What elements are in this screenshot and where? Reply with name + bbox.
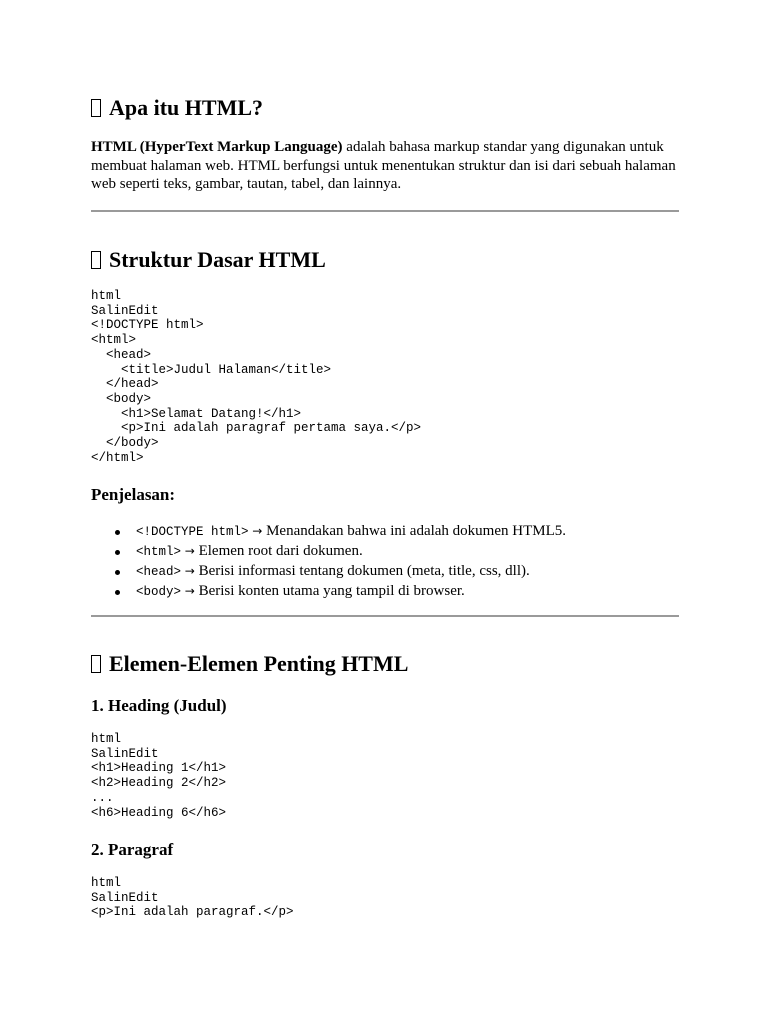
list-item-text: Berisi informasi tentang dokumen (meta, title, css, dll). bbox=[194, 563, 530, 579]
list-item bbox=[91, 542, 566, 562]
arrow-icon: → bbox=[184, 564, 195, 578]
list-item bbox=[91, 522, 566, 542]
list-item bbox=[91, 562, 566, 582]
section-heading-elemen-penting bbox=[91, 651, 408, 677]
arrow-icon: → bbox=[184, 584, 195, 598]
inline-code: <html> bbox=[136, 545, 182, 559]
section-title: Elemen-Elemen Penting HTML bbox=[109, 651, 409, 676]
arrow-icon: → bbox=[184, 544, 195, 558]
inline-code: <!DOCTYPE html> bbox=[136, 525, 249, 539]
list-item bbox=[91, 582, 566, 602]
intro-text: adalah bahasa markup standar yang digunakan untuk membuat halaman web. HTML berfungsi untuk menentukan struktur dan isi dari sebuah halaman web seperti teks, gambar, tautan, tabel, dan lainnya. bbox=[91, 139, 676, 192]
intro-paragraph bbox=[91, 138, 679, 194]
list-item-text: Elemen root dari dokumen. bbox=[194, 543, 363, 559]
section-heading-struktur-dasar bbox=[91, 247, 326, 273]
section-heading-apa-itu-html bbox=[91, 95, 263, 121]
list-item-text: Menandakan bahwa ini adalah dokumen HTML5. bbox=[262, 523, 567, 539]
list-item-text: Berisi konten utama yang tampil di browser. bbox=[194, 583, 465, 599]
code-block-paragraf: html SalinEdit <p>Ini adalah paragraf.</p> bbox=[91, 876, 294, 920]
missing-glyph-box-icon bbox=[91, 655, 101, 673]
subsection-heading: 1. Heading (Judul) bbox=[91, 696, 227, 715]
intro-bold-term: HTML (HyperText Markup Language) bbox=[91, 139, 343, 155]
subsection-heading: 2. Paragraf bbox=[91, 840, 174, 859]
section-title: Apa itu HTML? bbox=[109, 95, 264, 120]
horizontal-rule bbox=[91, 210, 679, 212]
inline-code: <head> bbox=[136, 565, 182, 579]
missing-glyph-box-icon bbox=[91, 251, 101, 269]
explanation-list bbox=[91, 522, 566, 602]
code-block-struktur: html SalinEdit <!DOCTYPE html> <html> <head> <title>Judul Halaman</title> </head> <body> <h1>Selamat Datang!</h1> <p>Ini adalah paragraf pertama saya.</p> </body> </html> bbox=[91, 289, 422, 465]
inline-code: <body> bbox=[136, 585, 182, 599]
missing-glyph-box-icon bbox=[91, 99, 101, 117]
arrow-icon: → bbox=[252, 524, 263, 538]
section-title: Struktur Dasar HTML bbox=[109, 247, 326, 272]
explanation-heading: Penjelasan: bbox=[91, 485, 176, 504]
horizontal-rule bbox=[91, 615, 679, 617]
code-block-heading: html SalinEdit <h1>Heading 1</h1> <h2>Heading 2</h2> ... <h6>Heading 6</h6> bbox=[91, 732, 227, 820]
